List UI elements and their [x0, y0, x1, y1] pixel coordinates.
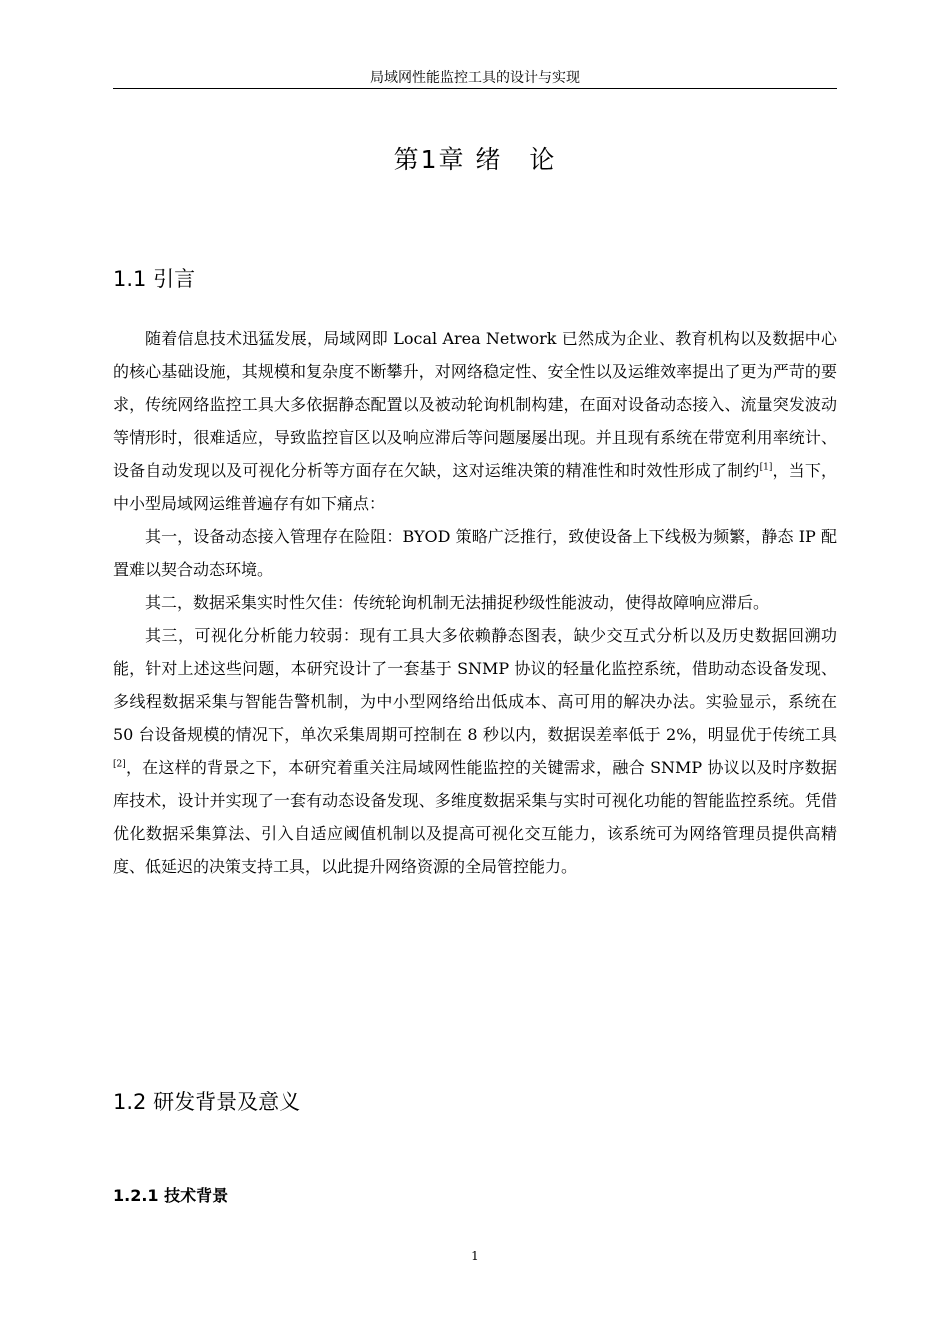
- section-heading-1-1: 1.1 引言: [113, 267, 196, 291]
- paragraph-intro-text-tail: ，当下，中小型局域网运维普遍存有如下痛点：: [113, 461, 837, 513]
- page-number: 1: [471, 1249, 479, 1263]
- paragraph-intro-text: 随着信息技术迅猛发展，局域网即 Local Area Network 已然成为企业、教育机构以及数据中心的核心基础设施，其规模和复杂度不断攀升，对网络稳定性、安全性以及运维效率提出了更为严苛的要求，传统网络监控工具大多依据静态配置以及被动轮询机制构建，在面对设备动态接入、流量突发波动等情形时，很难适应，导致监控盲区以及响应滞后等问题屡屡出现。并且现有系统在带宽利用率统计、设备自动发现以及可视化分析等方面存在欠缺，这对运维决策的精准性和时效性形成了制约: [113, 329, 837, 480]
- paragraph-point-1: 其一，设备动态接入管理存在险阻：BYOD 策略广泛推行，致使设备上下线极为频繁，静态 IP 配置难以契合动态环境。: [113, 527, 837, 579]
- subsection-heading-1-2-1: 1.2.1 技术背景: [113, 1186, 229, 1205]
- section-1-1-body: [113, 322, 837, 883]
- paragraph-point-3-text-tail: ，在这样的背景之下，本研究着重关注局域网性能监控的关键需求，融合 SNMP 协议以及时序数据库技术，设计并实现了一套有动态设备发现、多维度数据采集与实时可视化功能的智能监控系统。凭借优化数据采集算法、引入自适应阈值机制以及提高可视化交互能力，该系统可为网络管理员提供高精度、低延迟的决策支持工具，以此提升网络资源的全局管控能力。: [113, 758, 837, 876]
- chapter-title: 第1章 绪 论: [393, 145, 557, 174]
- paragraph-point-2: 其二，数据采集实时性欠佳：传统轮询机制无法捕捉秒级性能波动，使得故障响应滞后。: [145, 593, 770, 612]
- paragraph-point-3-text: 其三，可视化分析能力较弱：现有工具大多依赖静态图表，缺少交互式分析以及历史数据回溯功能，针对上述这些问题，本研究设计了一套基于 SNMP 协议的轻量化监控系统，借助动态设备发现、多线程数据采集与智能告警机制，为中小型网络给出低成本、高可用的解决办法。实验显示，系统在 50 台设备规模的情况下，单次采集周期可控制在 8 秒以内，数据误差率低于 2%，明显优于传统工具: [113, 626, 837, 744]
- paragraph-point-3: [113, 619, 837, 883]
- citation-ref-1: [1]: [759, 462, 773, 473]
- citation-ref-2: [2]: [113, 759, 126, 770]
- paragraph-intro: [113, 322, 837, 520]
- header-divider: [113, 88, 837, 89]
- section-heading-1-2: 1.2 研发背景及意义: [113, 1090, 301, 1114]
- running-header: 局域网性能监控工具的设计与实现: [370, 70, 580, 86]
